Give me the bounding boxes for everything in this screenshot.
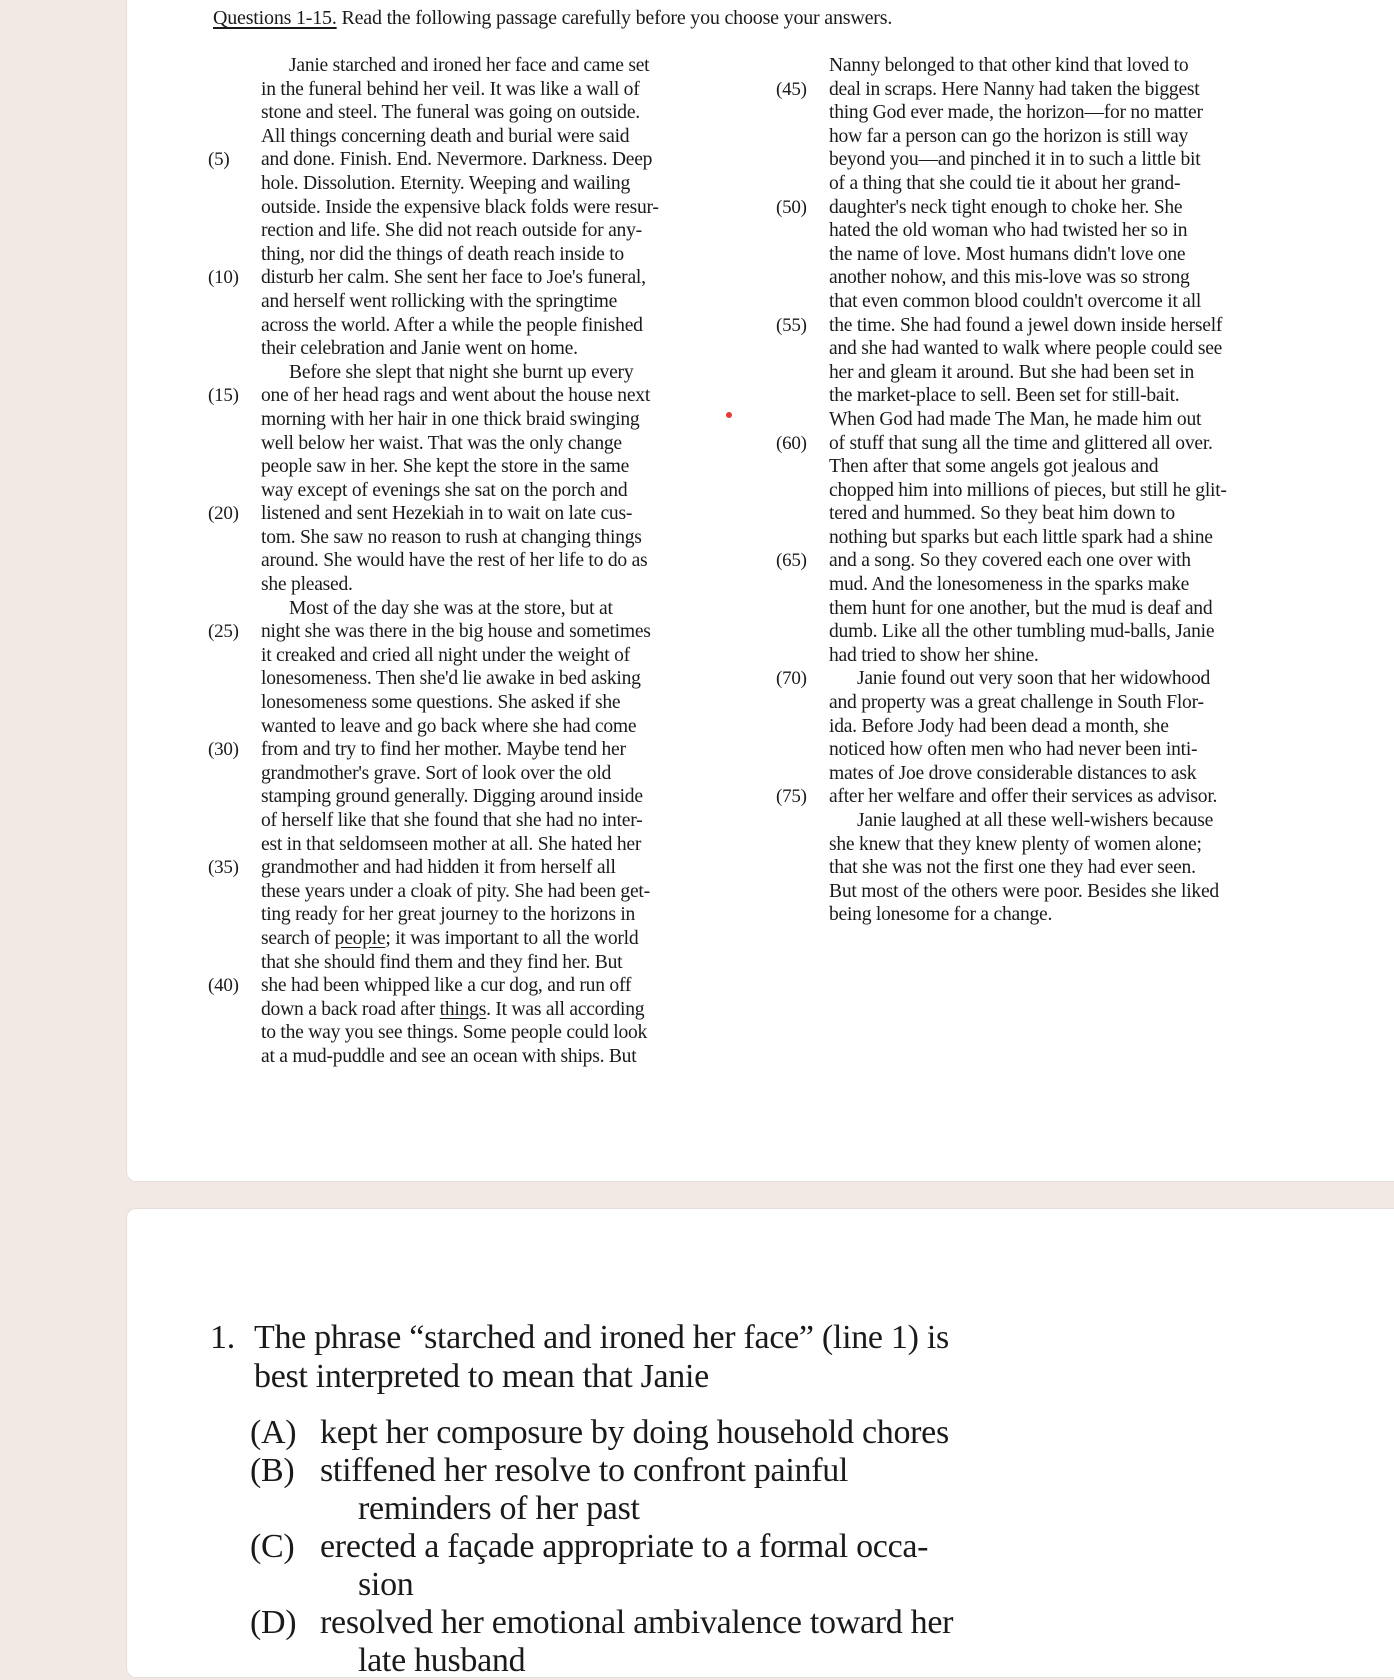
line-number: (75) xyxy=(776,786,807,808)
passage-text: down a back road after things. It was all according xyxy=(261,998,645,1020)
passage-text: the time. She had found a jewel down inside herself xyxy=(829,314,1223,336)
answer-choices xyxy=(250,1414,1150,1680)
passage-left-column xyxy=(208,54,738,1069)
left-column-line xyxy=(208,196,738,220)
left-column-line xyxy=(208,266,738,290)
choice-continuation xyxy=(250,1642,1150,1680)
line-number: (45) xyxy=(776,78,807,100)
left-column-line xyxy=(208,125,738,149)
line-number: (15) xyxy=(208,385,239,407)
left-column-line xyxy=(208,644,738,668)
left-column-line xyxy=(208,408,738,432)
right-column-line xyxy=(776,738,1316,762)
choice-text-continued: sion xyxy=(358,1566,414,1603)
left-column-line xyxy=(208,432,738,456)
right-column-line xyxy=(776,408,1316,432)
right-column-line xyxy=(776,691,1316,715)
right-column-line xyxy=(776,620,1316,644)
left-column-line xyxy=(208,243,738,267)
passage-heading xyxy=(213,7,892,30)
line-number: (55) xyxy=(776,314,807,336)
passage-text: All things concerning death and burial were said xyxy=(261,125,630,147)
right-column-line xyxy=(776,903,1316,927)
choice-label: (C) xyxy=(250,1528,295,1565)
choice-continuation xyxy=(250,1566,1150,1604)
passage-text: people saw in her. She kept the store in the same xyxy=(261,456,630,478)
question-stem-line-2: best interpreted to mean that Janie xyxy=(254,1358,709,1395)
right-column-line xyxy=(776,101,1316,125)
left-column-line xyxy=(208,620,738,644)
question-stem-line-1: The phrase “starched and ironed her face” (line 1) is xyxy=(254,1319,949,1356)
right-column-line xyxy=(776,479,1316,503)
choice-text: resolved her emotional ambivalence toward her xyxy=(320,1604,954,1641)
passage-text: mates of Joe drove considerable distances to ask xyxy=(829,762,1197,784)
line-number: (25) xyxy=(208,621,239,643)
right-column-line xyxy=(776,125,1316,149)
passage-text: chopped him into millions of pieces, but still he glit- xyxy=(829,479,1227,501)
passage-text: But most of the others were poor. Besides she liked xyxy=(829,880,1219,902)
passage-text: she pleased. xyxy=(261,574,353,596)
right-column-line xyxy=(776,809,1316,833)
passage-text: When God had made The Man, he made him out xyxy=(829,408,1202,430)
passage-text: after her welfare and offer their services as advisor. xyxy=(829,786,1218,808)
choice-label: (D) xyxy=(250,1604,297,1641)
passage-text: morning with her hair in one thick braid swinging xyxy=(261,408,640,430)
passage-text: mud. And the lonesomeness in the sparks make xyxy=(829,574,1190,596)
left-column-line xyxy=(208,738,738,762)
passage-text: wanted to leave and go back where she had come xyxy=(261,715,637,737)
right-column-line xyxy=(776,148,1316,172)
passage-text: it creaked and cried all night under the weight of xyxy=(261,644,630,666)
passage-text: her and gleam it around. But she had been set in xyxy=(829,361,1195,383)
passage-text: and she had wanted to walk where people could see xyxy=(829,338,1223,360)
passage-text: tered and hummed. So they beat him down to xyxy=(829,503,1175,525)
left-column-line xyxy=(208,951,738,975)
left-column-line xyxy=(208,148,738,172)
passage-text: across the world. After a while the people finished xyxy=(261,314,643,336)
right-column-line xyxy=(776,266,1316,290)
passage-text: grandmother and had hidden it from herself all xyxy=(261,857,616,879)
right-column-line xyxy=(776,432,1316,456)
left-column-line xyxy=(208,1021,738,1045)
passage-text: outside. Inside the expensive black folds were resur- xyxy=(261,196,659,218)
right-column-line xyxy=(776,880,1316,904)
passage-text: and property was a great challenge in South Flor- xyxy=(829,692,1204,714)
right-column-line xyxy=(776,314,1316,338)
passage-text: she had been whipped like a cur dog, and run off xyxy=(261,975,632,997)
left-column-line xyxy=(208,691,738,715)
left-column-line xyxy=(208,54,738,78)
passage-text: hated the old woman who had twisted her so in xyxy=(829,220,1188,242)
passage-text: the name of love. Most humans didn't love one xyxy=(829,243,1186,265)
passage-text: nothing but sparks but each little spark had a shine xyxy=(829,526,1213,548)
passage-text: ting ready for her great journey to the horizons in xyxy=(261,904,636,926)
right-column-line xyxy=(776,573,1316,597)
left-column-line xyxy=(208,998,738,1022)
left-column-line xyxy=(208,219,738,243)
question-1 xyxy=(210,1318,1110,1396)
left-column-line xyxy=(208,833,738,857)
passage-instruction: Read the following passage carefully before you choose your answers. xyxy=(336,7,893,29)
passage-text: and done. Finish. End. Nevermore. Darkness. Deep xyxy=(261,149,653,171)
left-column-line xyxy=(208,78,738,102)
passage-text: stone and steel. The funeral was going on outside. xyxy=(261,102,640,124)
left-column-line xyxy=(208,856,738,880)
passage-text: one of her head rags and went about the house next xyxy=(261,385,651,407)
left-column-line xyxy=(208,974,738,998)
passage-text: disturb her calm. She sent her face to Joe's funeral, xyxy=(261,267,646,289)
passage-text: deal in scraps. Here Nanny had taken the biggest xyxy=(829,78,1200,100)
left-column-line xyxy=(208,880,738,904)
passage-right-column xyxy=(776,54,1316,927)
passage-text: lonesomeness some questions. She asked if she xyxy=(261,692,621,714)
passage-text: ida. Before Jody had been dead a month, she xyxy=(829,715,1169,737)
passage-text: to the way you see things. Some people could look xyxy=(261,1022,648,1044)
passage-text: at a mud-puddle and see an ocean with ships. But xyxy=(261,1045,637,1067)
left-column-line xyxy=(208,667,738,691)
left-column-line xyxy=(208,903,738,927)
passage-text: search of people; it was important to all the world xyxy=(261,927,639,949)
passage-text: well below her waist. That was the only change xyxy=(261,432,622,454)
choice-a[interactable] xyxy=(250,1414,1150,1452)
passage-text: them hunt for one another, but the mud is deaf and xyxy=(829,597,1213,619)
passage-text: stamping ground generally. Digging around inside xyxy=(261,786,643,808)
left-column-line xyxy=(208,290,738,314)
right-column-line xyxy=(776,762,1316,786)
left-column-line xyxy=(208,809,738,833)
passage-text: Janie found out very soon that her widowhood xyxy=(857,668,1211,690)
passage-text: way except of evenings she sat on the porch and xyxy=(261,479,628,501)
left-column-line xyxy=(208,455,738,479)
line-number: (10) xyxy=(208,267,239,289)
passage-text: around. She would have the rest of her life to do as xyxy=(261,550,648,572)
right-column-line xyxy=(776,219,1316,243)
passage-text: rection and life. She did not reach outside for any- xyxy=(261,220,642,242)
left-column-line xyxy=(208,172,738,196)
passage-text: of a thing that she could tie it about her grand- xyxy=(829,172,1181,194)
right-column-line xyxy=(776,196,1316,220)
line-number: (60) xyxy=(776,432,807,454)
left-column-line xyxy=(208,549,738,573)
right-column-line xyxy=(776,78,1316,102)
right-column-line xyxy=(776,715,1316,739)
choice-c[interactable] xyxy=(250,1528,1150,1566)
passage-text: that even common blood couldn't overcome it all xyxy=(829,290,1202,312)
line-number: (30) xyxy=(208,739,239,761)
choice-text: kept her composure by doing household chores xyxy=(320,1414,949,1451)
red-marker-dot xyxy=(726,412,732,418)
right-column-line xyxy=(776,644,1316,668)
passage-text: these years under a cloak of pity. She had been get- xyxy=(261,880,650,902)
passage-text: how far a person can go the horizon is still way xyxy=(829,125,1189,147)
right-column-line xyxy=(776,526,1316,550)
right-column-line xyxy=(776,172,1316,196)
passage-text: and herself went rollicking with the springtime xyxy=(261,290,618,312)
question-number: 1. xyxy=(210,1319,235,1356)
passage-text: beyond you—and pinched it in to such a little bit xyxy=(829,149,1201,171)
left-column-line xyxy=(208,314,738,338)
left-column-line xyxy=(208,526,738,550)
left-column-line xyxy=(208,715,738,739)
choice-d[interactable] xyxy=(250,1604,1150,1642)
left-column-line xyxy=(208,573,738,597)
passage-text: their celebration and Janie went on home. xyxy=(261,338,578,360)
left-column-line xyxy=(208,361,738,385)
passage-text: hole. Dissolution. Eternity. Weeping and wailing xyxy=(261,172,630,194)
left-column-line xyxy=(208,101,738,125)
right-column-line xyxy=(776,337,1316,361)
passage-text: Most of the day she was at the store, but at xyxy=(289,597,613,619)
choice-label: (B) xyxy=(250,1452,295,1489)
passage-text: grandmother's grave. Sort of look over the old xyxy=(261,762,612,784)
right-column-line xyxy=(776,785,1316,809)
line-number: (40) xyxy=(208,975,239,997)
passage-text: Before she slept that night she burnt up every xyxy=(289,361,634,383)
passage-text: being lonesome for a change. xyxy=(829,904,1053,926)
passage-text: lonesomeness. Then she'd lie awake in bed asking xyxy=(261,668,641,690)
line-number: (70) xyxy=(776,668,807,690)
passage-text: Janie starched and ironed her face and came set xyxy=(289,55,650,76)
passage-text: she knew that they knew plenty of women alone; xyxy=(829,833,1202,855)
passage-text: that she was not the first one they had ever seen. xyxy=(829,857,1196,879)
left-column-line xyxy=(208,479,738,503)
passage-text: in the funeral behind her veil. It was like a wall of xyxy=(261,78,640,100)
right-column-line xyxy=(776,856,1316,880)
right-column-line xyxy=(776,833,1316,857)
passage-text: noticed how often men who had never been inti- xyxy=(829,739,1198,761)
right-column-line xyxy=(776,54,1316,78)
passage-text: daughter's neck tight enough to choke her. She xyxy=(829,196,1183,218)
choice-label: (A) xyxy=(250,1414,297,1451)
right-column-line xyxy=(776,597,1316,621)
choice-text-continued: reminders of her past xyxy=(358,1490,640,1527)
line-number: (50) xyxy=(776,196,807,218)
left-column-line xyxy=(208,502,738,526)
choice-continuation xyxy=(250,1490,1150,1528)
left-column-line xyxy=(208,384,738,408)
passage-text: dumb. Like all the other tumbling mud-balls, Janie xyxy=(829,621,1215,643)
passage-text: thing God ever made, the horizon—for no matter xyxy=(829,102,1203,124)
line-number: (35) xyxy=(208,857,239,879)
line-number: (65) xyxy=(776,550,807,572)
right-column-line xyxy=(776,502,1316,526)
passage-text: and a song. So they covered each one over with xyxy=(829,550,1191,572)
passage-text: Janie laughed at all these well-wishers because xyxy=(857,810,1214,831)
passage-text: Then after that some angels got jealous and xyxy=(829,456,1159,478)
passage-text: of herself like that she found that she had no inter- xyxy=(261,810,643,831)
choice-text: stiffened her resolve to confront painful xyxy=(320,1452,849,1489)
passage-text: had tried to show her shine. xyxy=(829,644,1039,666)
passage-text: the market-place to sell. Been set for still-bait. xyxy=(829,385,1180,407)
choice-b[interactable] xyxy=(250,1452,1150,1490)
right-column-line xyxy=(776,384,1316,408)
choice-text: erected a façade appropriate to a formal occa- xyxy=(320,1528,929,1565)
passage-text: Nanny belonged to that other kind that loved to xyxy=(829,55,1189,76)
left-column-line xyxy=(208,785,738,809)
right-column-line xyxy=(776,667,1316,691)
passage-text: from and try to find her mother. Maybe tend her xyxy=(261,739,626,761)
right-column-line xyxy=(776,290,1316,314)
left-column-line xyxy=(208,337,738,361)
left-column-line xyxy=(208,597,738,621)
left-column-line xyxy=(208,762,738,786)
left-column-line xyxy=(208,1045,738,1069)
left-column-line xyxy=(208,927,738,951)
passage-text: tom. She saw no reason to rush at changing things xyxy=(261,526,642,548)
right-column-line xyxy=(776,549,1316,573)
line-number: (5) xyxy=(208,149,230,171)
passage-text: of stuff that sung all the time and glittered all over. xyxy=(829,432,1213,454)
right-column-line xyxy=(776,361,1316,385)
passage-text: est in that seldomseen mother at all. She hated her xyxy=(261,833,642,855)
right-column-line xyxy=(776,243,1316,267)
passage-text: thing, nor did the things of death reach inside to xyxy=(261,243,624,265)
line-number: (20) xyxy=(208,503,239,525)
questions-range: Questions 1-15. xyxy=(213,7,337,29)
passage-text: night she was there in the big house and sometimes xyxy=(261,621,651,643)
choice-text-continued: late husband xyxy=(358,1642,526,1679)
passage-text: listened and sent Hezekiah in to wait on late cus- xyxy=(261,503,633,525)
right-column-line xyxy=(776,455,1316,479)
passage-text: another nohow, and this mis-love was so strong xyxy=(829,267,1190,289)
passage-text: that she should find them and they find her. But xyxy=(261,951,623,973)
